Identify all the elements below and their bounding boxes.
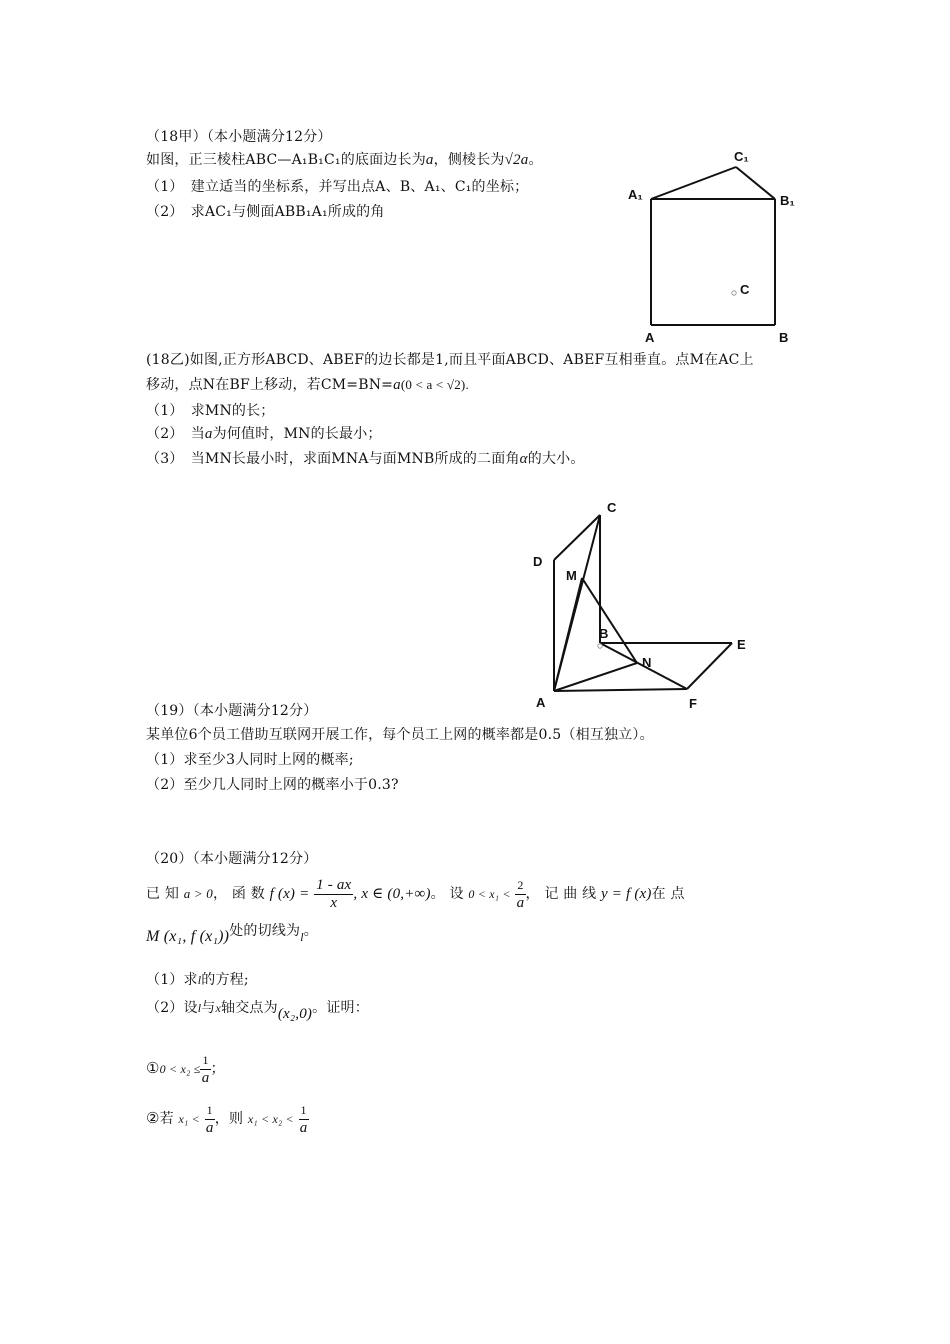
q20-fraction	[314, 877, 353, 912]
q20-l1-a: 已 知	[146, 886, 180, 902]
q18b-item-2-var: a	[204, 426, 213, 442]
q18a-intro-b: ，侧棱长为	[433, 152, 505, 168]
q20-l2-b: 。	[303, 923, 318, 939]
q20-item-1a: （1）求	[146, 972, 198, 988]
q18a-sqrt2a: √2a	[504, 152, 529, 168]
q20-p2-num1: 1	[205, 1102, 215, 1120]
q20-item-2-x: x	[215, 1001, 221, 1015]
edge-am	[554, 578, 582, 691]
q18b-item-3b: 的大小。	[527, 451, 585, 467]
q18b-item-3	[146, 450, 585, 468]
label-a: A	[645, 330, 655, 345]
q20-l1-c: 。 设	[430, 886, 464, 902]
q20-item-1-var: l	[197, 973, 202, 987]
label-a1: A₁	[628, 187, 643, 202]
q18b-var-a: a	[393, 377, 401, 393]
q18b-item-1: （1） 求MN的长；	[146, 403, 275, 419]
q18b-item-2	[146, 425, 382, 443]
label-a: A	[536, 695, 546, 710]
q18a-intro-c: 。	[528, 152, 543, 168]
q20-p1-expr: 0 < x₂ ≤	[159, 1062, 201, 1076]
q20-p1-num: 1	[200, 1052, 210, 1070]
q20-item-1	[146, 971, 249, 989]
label-f: F	[689, 696, 697, 711]
q20-p2-b: ，则	[214, 1111, 244, 1127]
q18b-line-2a: 移动，点N在BF上移动，若CM=BN=	[146, 377, 394, 393]
label-b: B	[779, 330, 789, 345]
q20-x1-range: 0 < x₁ <	[468, 887, 511, 901]
q19-item-1: （1）求至少3人同时上网的概率;	[146, 752, 354, 768]
q20-item-2-point: (x₂,0)	[277, 1006, 313, 1022]
q20-p2-mark: ②	[146, 1109, 160, 1127]
q20-frac-num: 1 - ax	[316, 876, 352, 893]
label-m: M	[566, 568, 577, 583]
q18b-line-2	[146, 376, 469, 394]
q20-l1-b: ， 函 数	[213, 886, 265, 902]
q20-p1-fraction	[200, 1052, 210, 1087]
q20-p2-fraction-1	[205, 1102, 215, 1137]
q18a-prism-figure	[620, 145, 820, 350]
q20-frac-den: x	[330, 894, 338, 911]
q18b-item-2a: （2） 当	[146, 426, 205, 442]
q18a-intro-a: 如图，正三棱柱ABC—A₁B₁C₁的底面边长为	[146, 152, 426, 168]
q18a-item-1: （1） 建立适当的坐标系，并写出点A、B、A₁、C₁的坐标；	[146, 179, 529, 195]
q19-item-2: （2）至少几人同时上网的概率小于0.3?	[146, 777, 399, 793]
q20-fx: f (x) =	[269, 886, 310, 902]
q18b-item-2b: 为何值时，MN的长最小；	[212, 426, 382, 442]
q20-p2-den1: a	[205, 1119, 214, 1136]
q20-curve: y = f (x)	[600, 886, 652, 902]
q18b-alpha: α	[519, 451, 528, 467]
edge-an	[554, 663, 637, 691]
q19-heading: （19）（本小题满分12分）	[146, 703, 318, 719]
q20-p2-a: 若	[159, 1111, 174, 1127]
label-c1: C₁	[734, 149, 749, 164]
q20-item-1b: 的方程;	[201, 972, 249, 988]
q20-p2-expr1: x₁ <	[178, 1112, 200, 1126]
q20-frac2-num: 2	[515, 877, 525, 895]
edge-c1b1	[736, 167, 775, 199]
label-b: B	[599, 626, 609, 641]
q18b-item-3a: （3） 当MN长最小时，求面MNA与面MNB所成的二面角	[146, 451, 520, 467]
label-d: D	[533, 554, 543, 569]
label-b1: B₁	[780, 193, 795, 208]
q18b-condition: (0 < a < √2).	[400, 377, 469, 392]
point-c	[732, 291, 736, 295]
label-c: C	[740, 282, 750, 297]
q20-item-2b: 与	[201, 1000, 216, 1016]
q18b-squares-figure	[525, 495, 795, 715]
q20-p1-end: ；	[210, 1061, 225, 1077]
q20-line-1	[146, 876, 685, 912]
q20-item-2-l: l	[197, 1001, 202, 1015]
q20-p2-fraction-2	[299, 1102, 309, 1137]
q20-item-2c: 轴交点为	[221, 1000, 278, 1016]
edge-mn	[582, 578, 637, 663]
q20-p2-den2: a	[299, 1119, 308, 1136]
q20-p2-expr2: x₁ < x₂ <	[247, 1112, 294, 1126]
q18b-line-1: (18乙)如图,正方形ABCD、ABEF的边长都是1,而且平面ABCD、ABEF互相垂直。点M在AC上	[146, 352, 754, 368]
q20-line-2	[146, 923, 318, 946]
q20-point-m: M (x₁, f (x₁))	[146, 928, 230, 945]
q20-l2-a: 处的切线为	[229, 923, 301, 939]
point-b	[598, 644, 602, 648]
label-c: C	[607, 500, 617, 515]
edge-af	[554, 689, 687, 691]
q19-body: 某单位6个员工借助互联网开展工作，每个员工上网的概率都是0.5（相互独立）。	[146, 727, 654, 743]
edge-a1c1	[651, 167, 736, 199]
q18a-item-2: （2） 求AC₁与侧面ABB₁A₁所成的角	[146, 204, 385, 220]
q20-p1-den: a	[201, 1069, 210, 1086]
q20-p2-num2: 1	[299, 1102, 309, 1120]
q20-l1-e: 在 点	[651, 886, 685, 902]
q20-proof-1	[146, 1050, 225, 1087]
q20-heading: （20）（本小题满分12分）	[146, 851, 318, 867]
q18a-var-a: a	[425, 152, 434, 168]
label-e: E	[737, 637, 746, 652]
label-n: N	[642, 655, 652, 670]
q20-l1-d: ， 记 曲 线	[525, 886, 597, 902]
q18a-intro	[146, 151, 543, 169]
q20-p1-mark: ①	[146, 1059, 160, 1077]
edge-ef	[687, 643, 732, 689]
q20-proof-2	[146, 1100, 309, 1137]
q20-domain: , x ∈ (0,+∞)	[353, 886, 431, 902]
q20-fraction-2	[515, 877, 525, 912]
q20-item-2d: 。证明：	[312, 1000, 369, 1016]
q18a-heading: （18甲）（本小题满分12分）	[146, 129, 332, 145]
q20-frac2-den: a	[516, 894, 525, 911]
q20-item-2a: （2）设	[146, 1000, 198, 1016]
q20-item-2	[146, 999, 369, 1022]
q20-l2-var: l	[300, 930, 304, 944]
q20-cond: a > 0	[183, 886, 213, 901]
